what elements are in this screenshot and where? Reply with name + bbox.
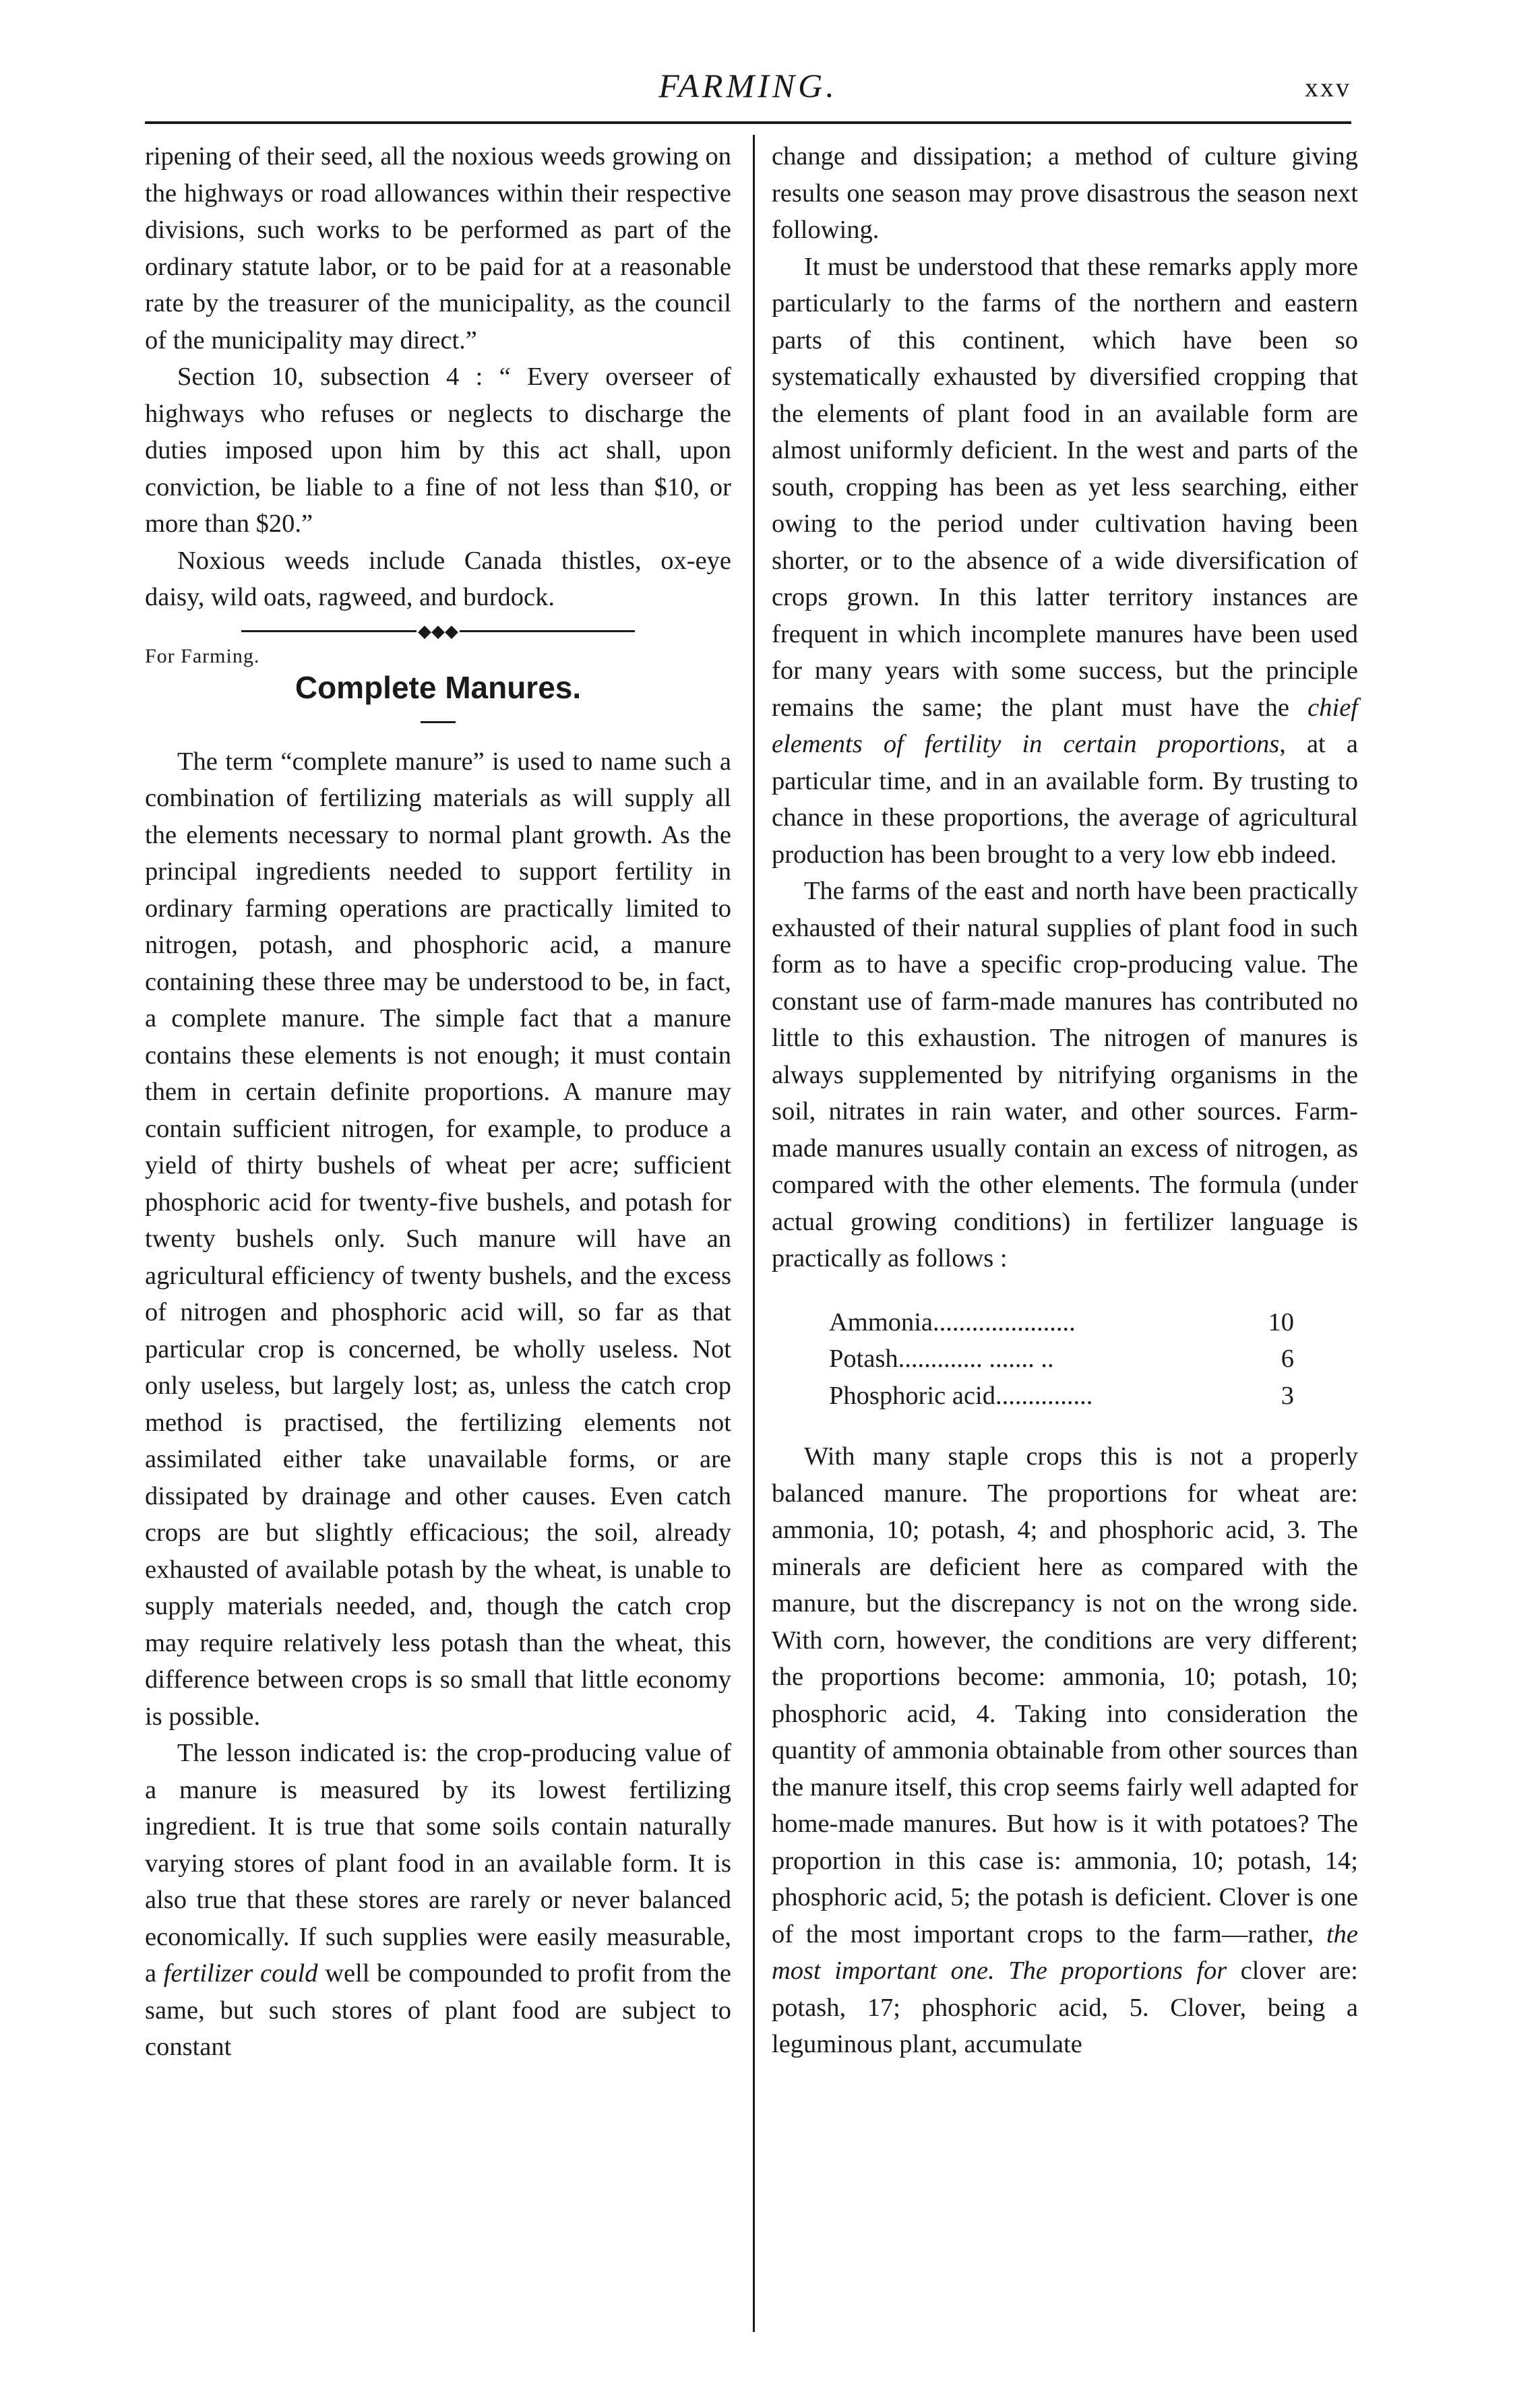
running-head [145,66,1351,120]
paragraph-text: , at a particular time, and in an available form. By trusting to chance in these proportions, the average of agricultural production has been brought to a very low ebb indeed. [772,730,1359,869]
formula-row [829,1304,1294,1341]
right-column [772,138,1358,2063]
paragraph: change and dissipation; a method of culture giving results one season may prove disastrous the season next following. [772,142,1358,244]
formula-row [829,1378,1294,1415]
formula-value: 10 [1268,1308,1294,1336]
page-number: xxv [1305,72,1351,102]
paragraph [772,1438,1358,2063]
paragraph: ripening of their seed, all the noxious weeds growing on the highways or road allowances within their respective divisions, such works to be performed as part of the ordinary statute labor, or to be paid for at a reasonable rate by the treasurer of the municipality, as the council of the municipality may direct.” [145,142,731,355]
italic-text: fertilizer could [163,1959,318,1988]
paragraph [772,249,1358,873]
italic-text: the most important one. The proportions for [772,1919,1358,1985]
ornament-diamonds: ◆◆◆ [418,621,458,641]
formula-label: Ammonia...................... [829,1308,1076,1336]
left-column [145,138,731,2066]
ornament-line [241,630,417,632]
formula-label: Potash............. ....... .. [829,1345,1054,1373]
title-dash [421,721,456,723]
paragraph-text: clover are: potash, 17; phosphoric acid, 5. Clover, being a leguminous plant, accumulate [772,1957,1359,2058]
byline: For Farming. [145,644,260,667]
paragraph [145,1735,731,2066]
paragraph: Noxious weeds include Canada thistles, ox-eye daisy, wild oats, ragweed, and burdock. [145,546,731,611]
formula-label: Phosphoric acid............... [829,1381,1093,1410]
fertilizer-formula [829,1304,1294,1415]
column-divider [753,135,755,2332]
paragraph: The term “complete manure” is used to name such a combination of fertilizing materials as will supply all the elements necessary to normal plant growth. As the principal ingredients needed to support fertility in ordinary farming operations are practically limited to nitrogen, potash, and phosphoric acid, a manure containing these three may be understood to be, in fact, a complete manure. The simple fact that a manure contains these elements is not enough; it must contain them in certain definite proportions. A manure may contain sufficient nitrogen, for example, to produce a yield of thirty bushels of wheat per acre; sufficient phosphoric acid for twenty-five bushels, and potash for twenty bushels only. Such manure will have an agricultural efficiency of twenty bushels, and the excess of nitrogen and phosphoric acid will, so far as that particular crop is concerned, be wholly useless. Not only useless, but largely lost; as, unless the catch crop method is practised, the fertilizing elements not assimilated either take unavailable forms, or are dissipated by drainage and other causes. Even catch crops are but slightly efficacious; the soil, already exhausted of available potash by the wheat, is unable to supply materials needed, and, though the catch crop may require relatively less potash than the wheat, this difference between crops is so small that little economy is possible. [145,747,731,1731]
running-title: FARMING. [658,67,838,104]
formula-value: 3 [1281,1381,1294,1410]
paragraph-text: With many staple crops this is not a properly balanced manure. The proportions for wheat are: ammonia, 10; potash, 4; and phosphoric acid, 3. The minerals are deficient here as compared with the manure, but the discrepancy is not on the wrong side. With corn, however, the conditions are very different; the proportions become: ammonia, 10; potash, 10; phosphoric acid, 4. Taking into consideration the quantity of ammonia obtainable from other sources than the manure itself, this crop seems fairly well adapted for home-made manures. But how is it with potatoes? The proportion in this case is: ammonia, 10; potash, 14; phosphoric acid, 5; the potash is deficient. Clover is one of the most important crops to the farm—rather, [772,1442,1358,1948]
article-title: Complete Manures. [295,669,582,705]
paragraph-text: The lesson indicated is: the crop-producing value of a manure is measured by its lowest fertilizing ingredient. It is true that some soils contain naturally varying stores of plant food in an available form. It is also true that these stores are rarely or never balanced economically. If such supplies were easily measurable, a [145,1739,731,1988]
header-rule [145,121,1351,124]
paragraph: The farms of the east and north have been practically exhausted of their natural supplies of plant food in such form as to have a specific crop-producing value. The constant use of farm-made manures has contributed no little to this exhaustion. The nitrogen of manures is always supplemented by nitrifying organisms in the soil, nitrates in rain water, and other sources. Farm-made manures usually contain an excess of nitrogen, as compared with the other elements. The formula (under actual growing conditions) in fertilizer language is practically as follows : [772,877,1358,1272]
paragraph-text: It must be understood that these remarks apply more particularly to the farms of the northern and eastern parts of this continent, which have been so systematically exhausted by diversified cropping that the elements of plant food in an available form are almost uniformly deficient. In the west and parts of the south, cropping has been as yet less searching, either owing to the period under cultivation having been shorter, or to the absence of a wide diversification of crops grown. In this latter territory instances are frequent in which incomplete manures have been used for many years with some success, but the principle remains the same; the plant must have the [772,252,1358,722]
formula-row [829,1341,1294,1378]
paragraph: Section 10, subsection 4 : “ Every overseer of highways who refuses or neglects to discharge the duties imposed upon him by this act shall, upon conviction, be liable to a fine of not less than $10, or more than $20.” [145,363,731,538]
paragraph-text: well be compounded to profit from the same, but such stores of plant food are subject to constant [145,1959,731,2062]
section-ornament [145,620,731,642]
ornament-line [460,630,635,632]
italic-text: chief elements of fertility in certain proportions [772,693,1358,758]
formula-value: 6 [1281,1345,1294,1373]
